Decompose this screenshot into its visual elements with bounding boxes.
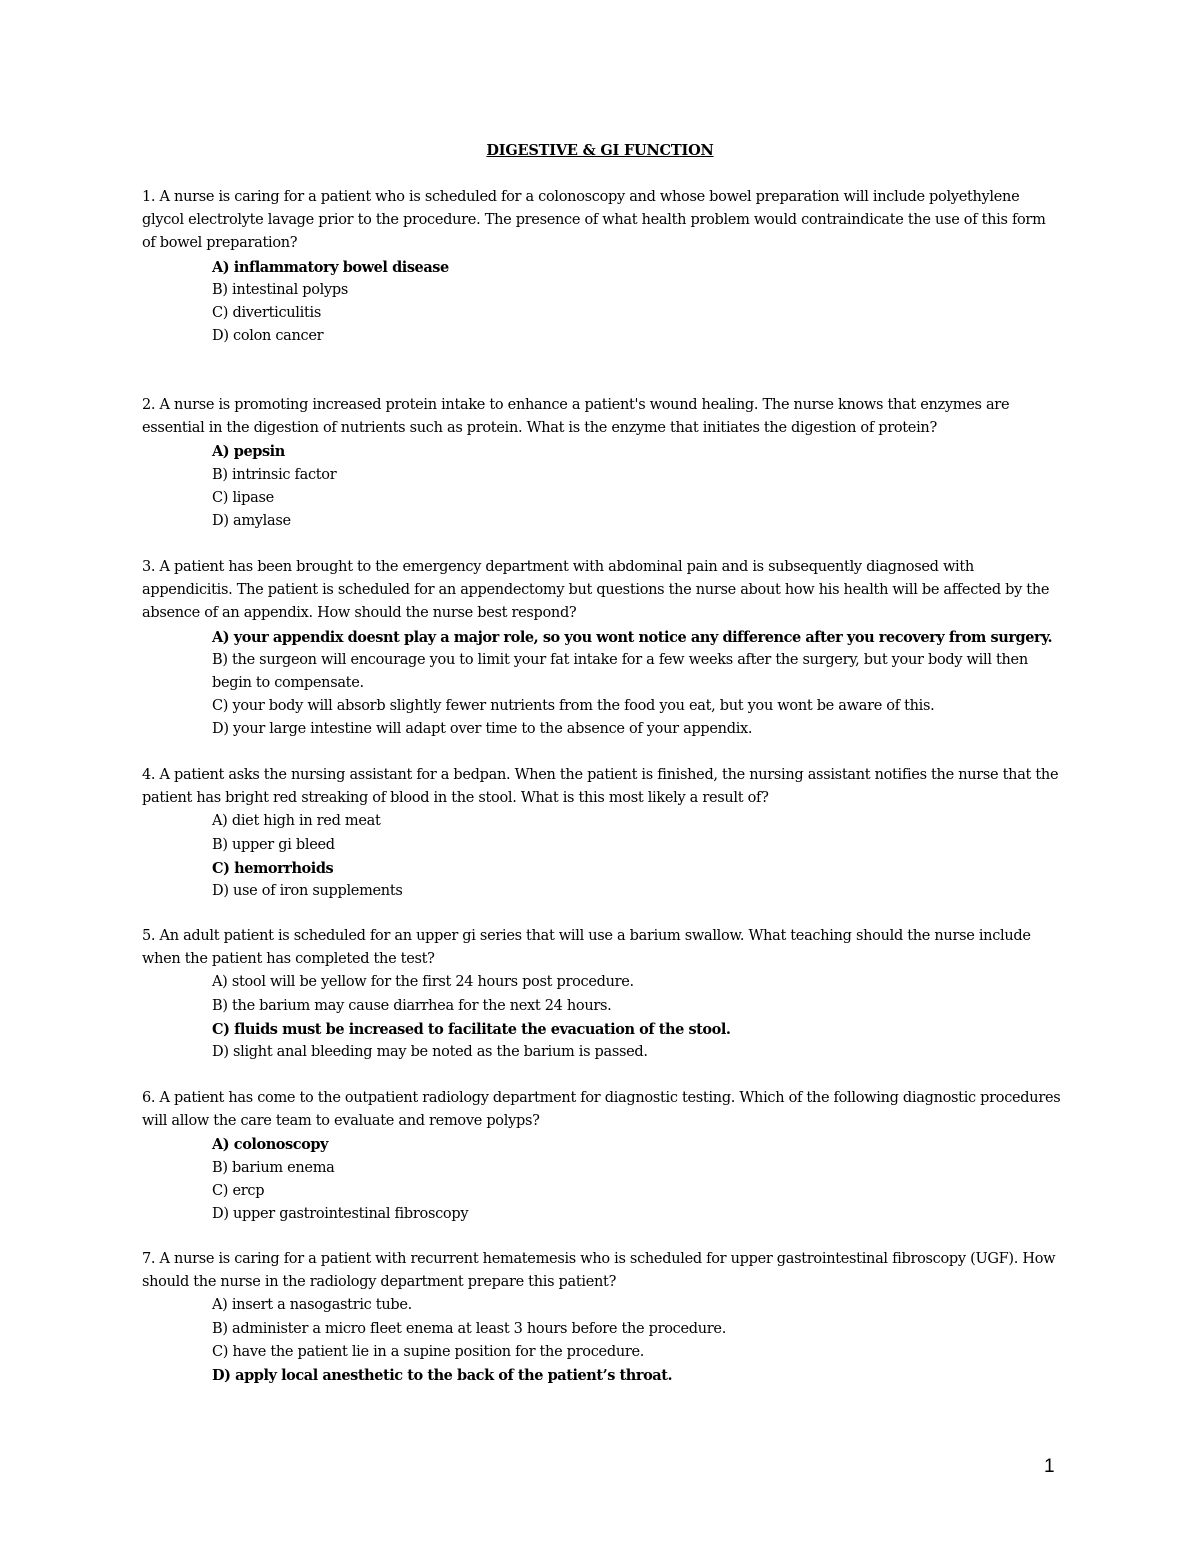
question-stem: 1. A nurse is caring for a patient who is scheduled for a colonoscopy and whose bowel preparation will include polyethylene glycol electrolyte lavage prior to the procedure. The presence of what health problem would contraindicate the use of this form of bowel preparation? (142, 189, 1046, 252)
question-5 (142, 925, 1062, 1064)
question-1 (142, 186, 1062, 348)
question-3 (142, 556, 1062, 742)
answer-option-correct: A) pepsin (212, 443, 285, 461)
answer-option: B) barium enema (212, 1159, 335, 1176)
answer-option-correct: C) hemorrhoids (212, 859, 334, 877)
answer-option: C) lipase (212, 489, 274, 506)
question-2 (142, 394, 1062, 533)
answer-options (142, 440, 1062, 533)
answer-option: D) your large intestine will adapt over time to the absence of your appendix. (212, 721, 753, 738)
answer-option: B) intestinal polyps (212, 281, 349, 298)
question-stem: 2. A nurse is promoting increased protein intake to enhance a patient's wound healing. The nurse knows that enzymes are essential in the digestion of nutrients such as protein. What is the enzyme that initiates the digestion of protein? (142, 397, 1010, 437)
answer-option: A) insert a nasogastric tube. (212, 1297, 412, 1314)
page-number: 1 (1044, 1456, 1055, 1477)
answer-options (142, 810, 1062, 903)
question-stem: 5. An adult patient is scheduled for an upper gi series that will use a barium swallow. What teaching should the nurse include when the patient has completed the test? (142, 928, 1031, 968)
answer-options (142, 256, 1062, 349)
answer-options (142, 626, 1062, 742)
answer-option: A) stool will be yellow for the first 24 hours post procedure. (212, 974, 634, 991)
answer-option: C) have the patient lie in a supine position for the procedure. (212, 1343, 645, 1360)
answer-options (142, 1294, 1062, 1387)
question-stem: 4. A patient asks the nursing assistant for a bedpan. When the patient is finished, the nursing assistant notifies the nurse that the patient has bright red streaking of blood in the stool. What is this most likely a result of? (142, 767, 1059, 807)
answer-option: D) amylase (212, 513, 291, 530)
answer-option: B) the surgeon will encourage you to limit your fat intake for a few weeks after the surgery, but your body will then begin to compensate. (212, 651, 1028, 692)
answer-option: C) your body will absorb slightly fewer nutrients from the food you eat, but you wont be aware of this. (212, 698, 935, 715)
answer-option: C) diverticulitis (212, 305, 321, 322)
question-stem: 7. A nurse is caring for a patient with recurrent hematemesis who is scheduled for upper gastrointestinal fibroscopy (UGF). How should the nurse in the radiology department prepare this patient? (142, 1251, 1056, 1291)
answer-option: B) upper gi bleed (212, 836, 335, 853)
answer-option: D) colon cancer (212, 328, 324, 345)
answer-option-correct: A) colonoscopy (212, 1136, 328, 1154)
answer-option-correct: C) fluids must be increased to facilitate the evacuation of the stool. (212, 1020, 731, 1038)
question-7 (142, 1248, 1062, 1387)
question-4 (142, 764, 1062, 903)
answer-option-correct: D) apply local anesthetic to the back of the patient’s throat. (212, 1367, 673, 1385)
answer-option: B) intrinsic factor (212, 466, 337, 483)
answer-option: D) upper gastrointestinal fibroscopy (212, 1206, 469, 1223)
answer-option: B) administer a micro fleet enema at least 3 hours before the procedure. (212, 1320, 727, 1337)
answer-option: C) ercp (212, 1182, 265, 1199)
answer-option: D) use of iron supplements (212, 883, 403, 900)
question-stem: 6. A patient has come to the outpatient radiology department for diagnostic testing. Which of the following diagnostic procedures will allow the care team to evaluate and remove polyps? (142, 1090, 1061, 1130)
question-stem: 3. A patient has been brought to the emergency department with abdominal pain and is subsequently diagnosed with appendicitis. The patient is scheduled for an appendectomy but questions the nurse about how his health will be affected by the absence of an appendix. How should the nurse best respond? (142, 559, 1050, 622)
answer-option-correct: A) your appendix doesnt play a major role, so you wont notice any difference after you recovery from surgery. (212, 628, 1053, 646)
question-6 (142, 1087, 1062, 1226)
answer-option-correct: A) inflammatory bowel disease (212, 258, 449, 276)
answer-options (142, 1133, 1062, 1226)
answer-option: A) diet high in red meat (212, 813, 381, 830)
answer-option: D) slight anal bleeding may be noted as the barium is passed. (212, 1044, 648, 1061)
answer-options (142, 971, 1062, 1064)
answer-option: B) the barium may cause diarrhea for the next 24 hours. (212, 997, 612, 1014)
document-title: DIGESTIVE & GI FUNCTION (486, 142, 714, 159)
